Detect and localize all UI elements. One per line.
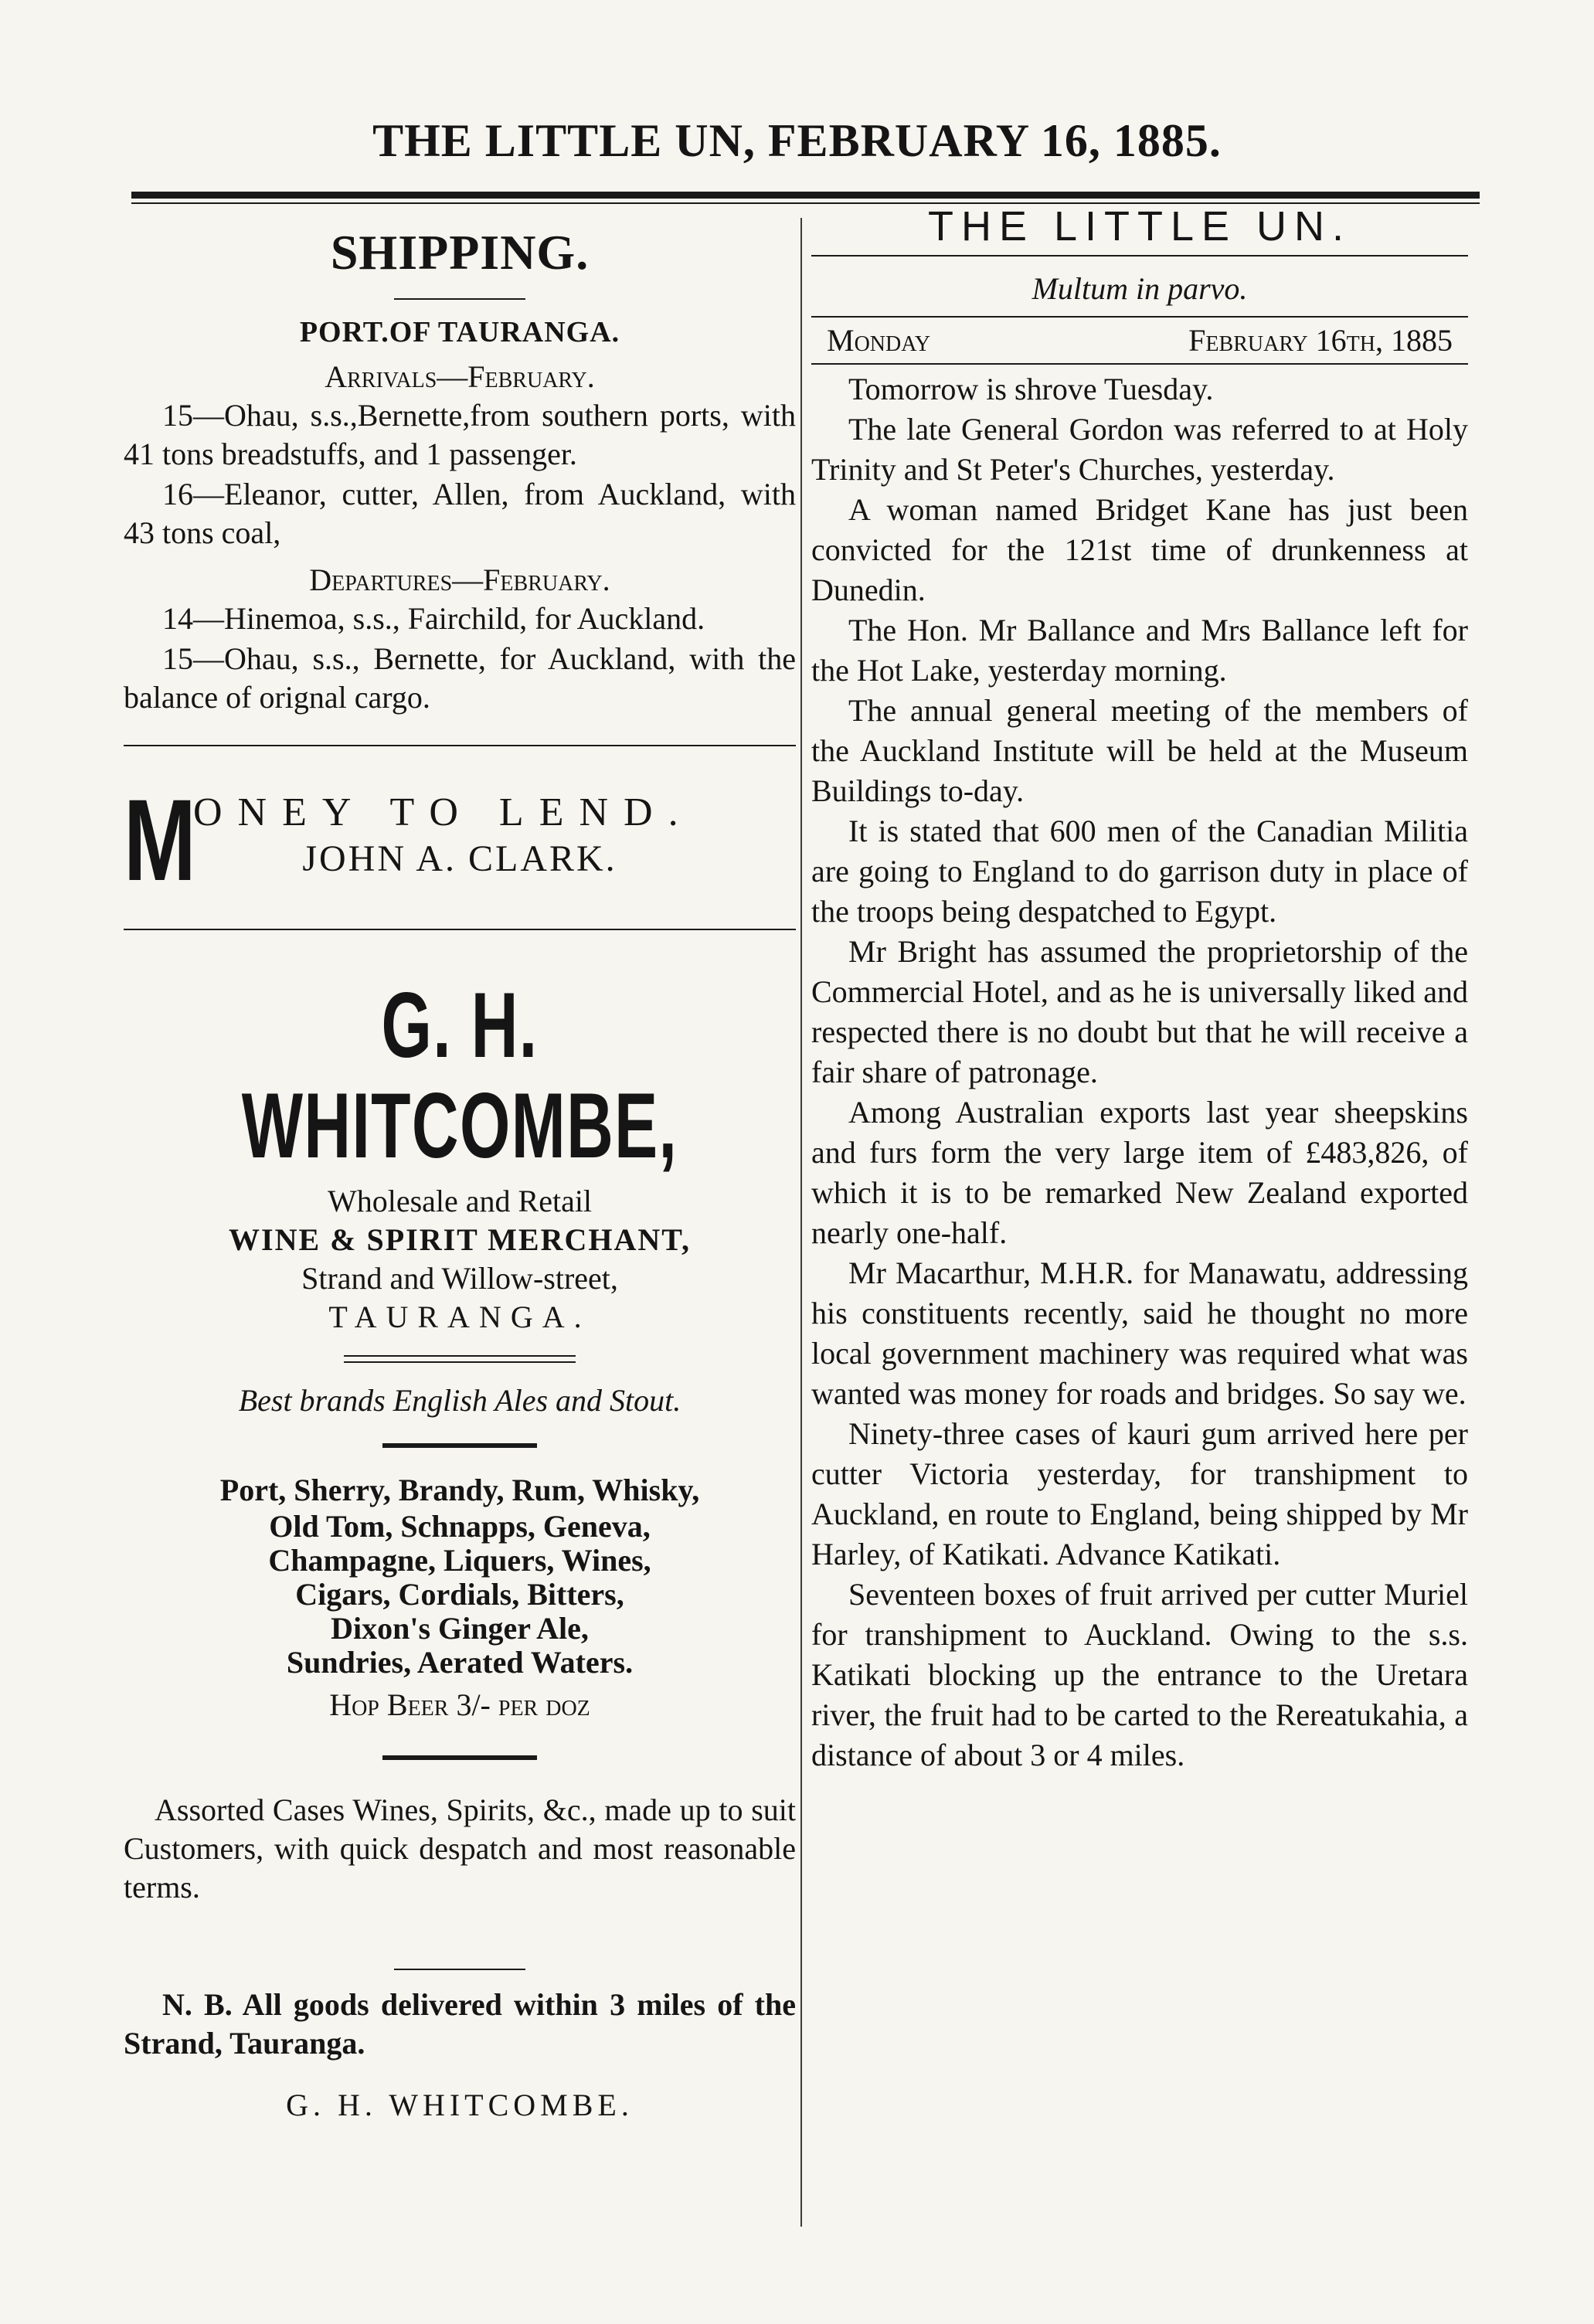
ad-line: Strand and Willow-street, <box>301 1261 618 1296</box>
column-divider <box>800 218 802 2227</box>
arrival-entry: 16—Eleanor, cutter, Allen, from Auckland, with 43 tons coal, <box>124 477 796 550</box>
ad-line: Wholesale and Retail <box>327 1184 593 1218</box>
port-heading: PORT.OF TAURANGA. <box>299 316 620 348</box>
best-brands-line: Best brands English Ales and Stout. <box>238 1383 681 1418</box>
divider <box>124 929 796 930</box>
money-contact: JOHN A. CLARK. <box>302 838 617 879</box>
ad-line: WINE & SPIRIT MERCHANT, <box>229 1222 691 1257</box>
heavy-rule <box>382 1755 537 1760</box>
goods-line: Sundries, Aerated Waters. <box>286 1645 634 1680</box>
nb-paragraph: N. B. All goods delivered within 3 miles of the Strand, Tauranga. <box>124 1987 796 2061</box>
arrival-entry: 15—Ohau, s.s.,Bernette,from southern ports, with 41 tons breadstuffs, and 1 passenger. <box>124 398 796 471</box>
news-paragraph: A woman named Bridget Kane has just been convicted for the 121st time of drunkenness at Dunedin. <box>811 492 1468 607</box>
right-column <box>811 202 1468 1775</box>
news-paragraph: Ninety-three cases of kauri gum arrived here per cutter Victoria yesterday, for transhipment to Auckland, en route to England, being shipped by Mr Harley, of Katikati. Advance Katikati. <box>811 1416 1468 1571</box>
news-paragraph: The Hon. Mr Ballance and Mrs Ballance left for the Hot Lake, yesterday morning. <box>811 613 1468 688</box>
drop-cap: M <box>124 775 196 905</box>
ad-line: TAURANGA. <box>328 1300 591 1334</box>
motto: Multum in parvo. <box>1032 271 1248 306</box>
ornamental-rule <box>344 1355 576 1363</box>
left-column <box>124 209 796 2125</box>
goods-line: Champagne, Liquers, Wines, <box>268 1543 651 1578</box>
assorted-paragraph: Assorted Cases Wines, Spirits, &c., made up to suit Customers, with quick despatch and most reasonable terms. <box>124 1792 796 1904</box>
departures-heading: Departures—February. <box>309 562 610 597</box>
shipping-heading: SHIPPING. <box>330 225 590 280</box>
paper-title: THE LITTLE UN. <box>811 202 1468 257</box>
news-paragraph: Tomorrow is shrove Tuesday. <box>848 372 1214 406</box>
news-paragraph: Among Australian exports last year sheepskins and furs form the very large item of £483,826, of which it is to be remarked New Zealand exported nearly one-half. <box>811 1095 1468 1250</box>
divider <box>394 1969 525 1970</box>
date-text: February 16th, 1885 <box>1188 323 1453 358</box>
goods-line: Old Tom, Schnapps, Geneva, <box>269 1509 651 1544</box>
arrivals-heading: Arrivals—February. <box>325 359 595 394</box>
money-to-lend-ad <box>124 775 796 905</box>
news-paragraph: The annual general meeting of the members of the Auckland Institute will be held at the Museum Buildings to-day. <box>811 693 1468 808</box>
departure-entry: 14—Hinemoa, s.s., Fairchild, for Auckland. <box>162 601 705 636</box>
goods-line: Dixon's Ginger Ale, <box>331 1611 589 1646</box>
news-paragraph: Mr Macarthur, M.H.R. for Manawatu, addressing his constituents recently, said he thought no more local government machinery was required what was wanted was money for roads and bridges. So say we. <box>811 1255 1468 1411</box>
departure-entry: 15—Ohau, s.s., Bernette, for Auckland, with the balance of orignal cargo. <box>124 641 796 715</box>
hop-beer-line: Hop Beer 3/- per doz <box>329 1687 590 1722</box>
signature: G. H. WHITCOMBE. <box>286 2088 634 2122</box>
goods-line: Port, Sherry, Brandy, Rum, Whisky, <box>219 1473 700 1507</box>
dateline <box>811 316 1468 365</box>
masthead-rule <box>131 192 1480 199</box>
news-paragraph: Seventeen boxes of fruit arrived per cutter Muriel for transhipment to Auckland. Owing to the s.s. Katikati blocking up the entrance to the Uretara river, the fruit had to be carted to the Rereatukahia, a distance of about 3 or 4 miles. <box>811 1577 1468 1772</box>
money-line: ONEY TO LEND. <box>193 790 694 834</box>
heavy-rule <box>382 1443 537 1448</box>
news-paragraph: The late General Gordon was referred to at Holy Trinity and St Peter's Churches, yesterday. <box>811 412 1468 487</box>
date-day: Monday <box>827 323 931 358</box>
divider <box>394 298 525 300</box>
goods-line: Cigars, Cordials, Bitters, <box>295 1577 624 1612</box>
news-paragraph: It is stated that 600 men of the Canadian Militia are going to England to do garrison duty in place of the troops being despatched to Egypt. <box>811 814 1468 929</box>
divider <box>124 745 796 746</box>
masthead: THE LITTLE UN, FEBRUARY 16, 1885. <box>372 115 1222 166</box>
news-paragraph: Mr Bright has assumed the proprietorship of the Commercial Hotel, and as he is universally liked and respected there is no doubt but that he will receive a fair share of patronage. <box>811 934 1468 1089</box>
advertiser-name: G. H. WHITCOMBE, <box>241 973 678 1177</box>
